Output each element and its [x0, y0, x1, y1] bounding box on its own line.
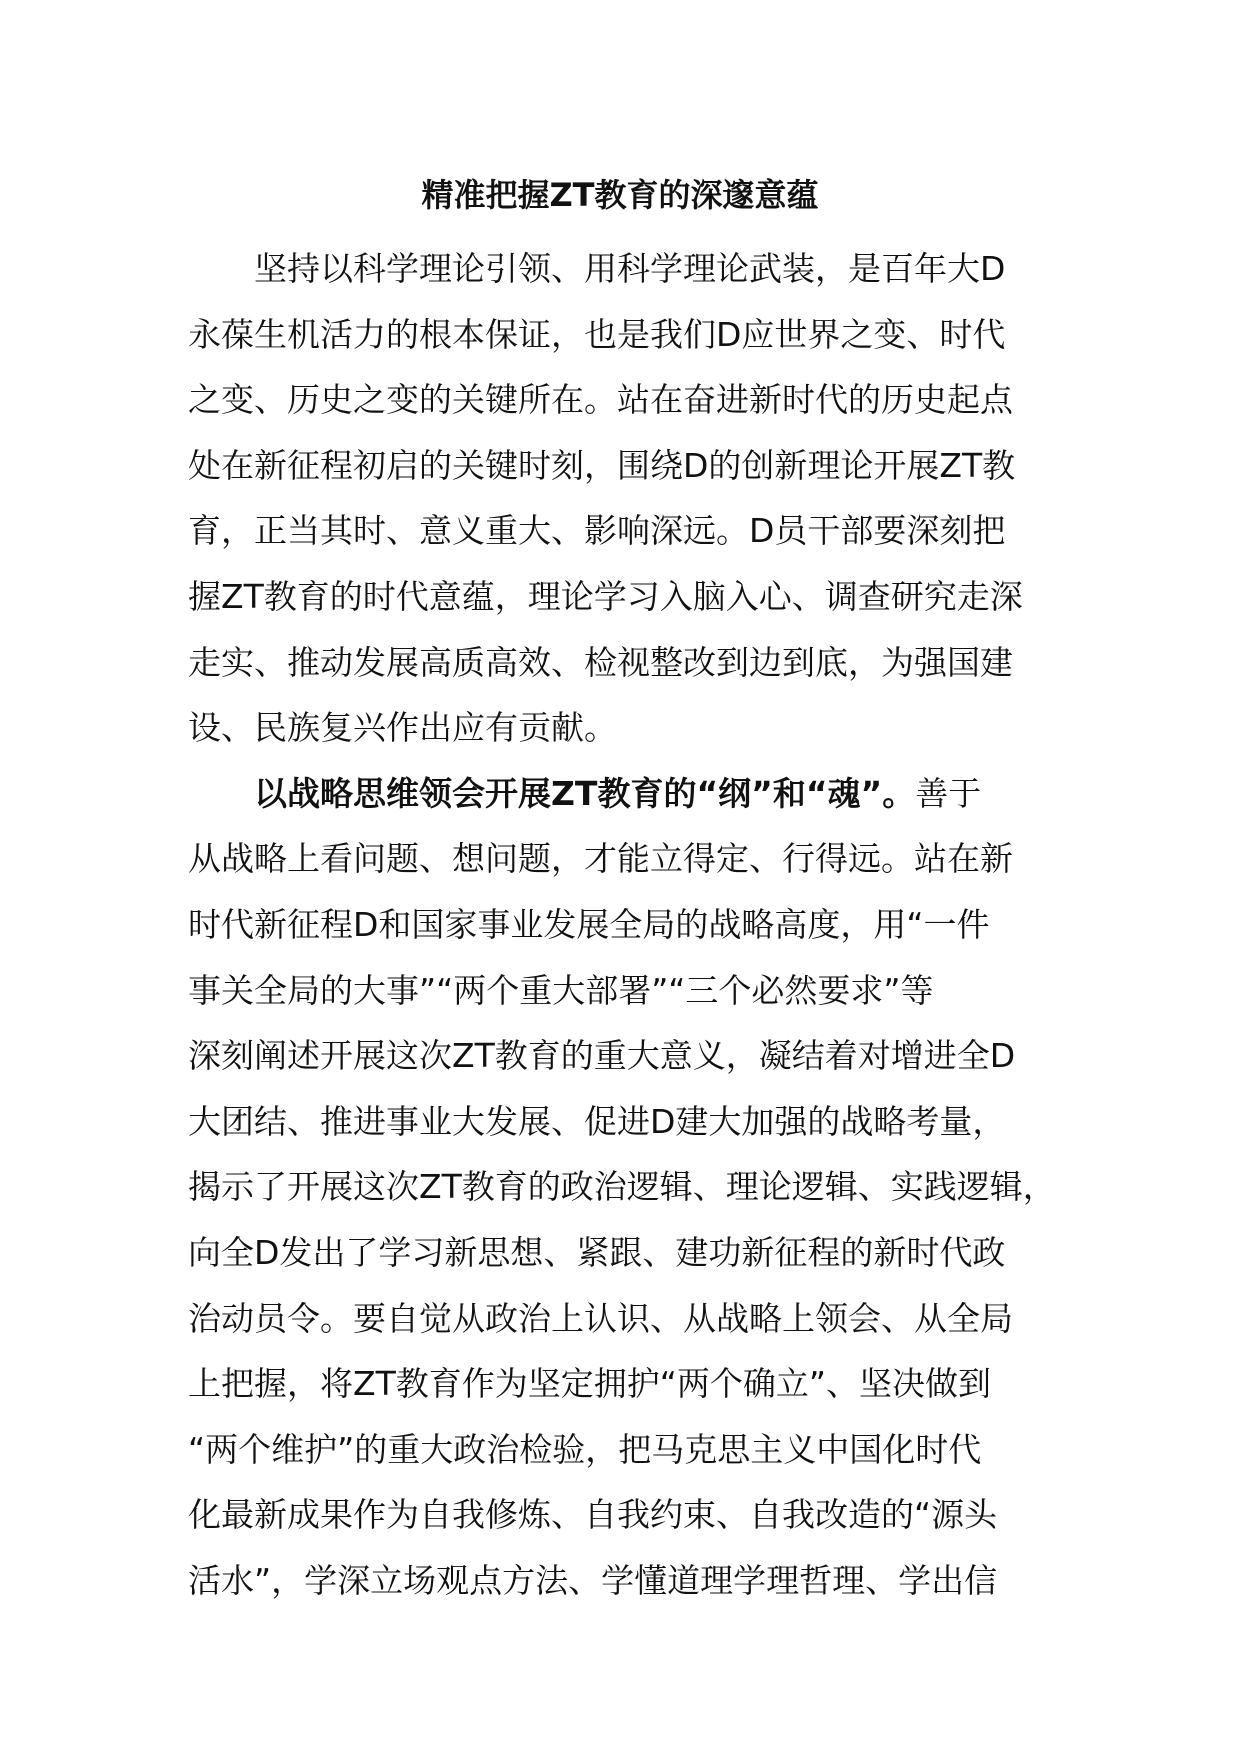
line-text: 之变、历史之变的关键所在。站在奋进新时代的历史起点	[188, 380, 1013, 420]
line-text: 握ZT教育的时代意蕴，理论学习入脑入心、调查研究走深	[188, 576, 1023, 616]
line-text: 深刻阐述开展这次ZT教育的重大意义，凝结着对增进全D	[188, 1036, 1016, 1076]
text-line	[188, 498, 1088, 564]
section-heading: 以战略思维领会开展ZT教育的“纲”和“魂”。	[254, 773, 916, 813]
text-line	[188, 826, 1088, 892]
text-line	[188, 1023, 1088, 1089]
line-text: 育，正当其时、意义重大、影响深远。D员干部要深刻把	[188, 511, 1006, 551]
line-text: 向全D发出了学习新思想、紧跟、建功新征程的新时代政	[188, 1232, 1006, 1272]
line-text: 治动员令。要自觉从政治上认识、从战略上领会、从全局	[188, 1298, 1013, 1338]
text-line	[188, 367, 1088, 433]
text-line	[188, 1482, 1088, 1548]
line-text: 化最新成果作为自我修炼、自我约束、自我改造的“源头	[188, 1495, 998, 1535]
document-body	[188, 236, 1088, 1613]
line-text: 永葆生机活力的根本保证，也是我们D应世界之变、时代	[188, 314, 1006, 354]
line-text: 时代新征程D和国家事业发展全局的战略高度，用“一件	[188, 904, 990, 944]
text-line	[188, 695, 1088, 761]
text-line	[188, 630, 1088, 696]
document-title: 精准把握ZT教育的深邃意蕴	[421, 176, 819, 214]
line-text: 设、民族复兴作出应有贡献。	[188, 708, 617, 748]
text-line	[188, 302, 1088, 368]
text-line	[188, 564, 1088, 630]
line-text: 走实、推动发展高质高效、检视整改到边到底，为强国建	[188, 642, 1013, 682]
line-text: 揭示了开展这次ZT教育的政治逻辑、理论逻辑、实践逻辑，	[188, 1167, 1056, 1207]
text-line	[188, 1154, 1088, 1220]
text-line	[188, 1548, 1088, 1614]
text-line	[188, 1286, 1088, 1352]
line-text: 善于	[915, 773, 982, 813]
text-line	[188, 1220, 1088, 1286]
text-line	[188, 1351, 1088, 1417]
line-text: 从战略上看问题、想问题，才能立得定、行得远。站在新	[188, 839, 1013, 879]
line-text: 上把握，将ZT教育作为坚定拥护“两个确立”、坚决做到	[188, 1364, 991, 1404]
text-line	[188, 1417, 1088, 1483]
text-line	[188, 892, 1088, 958]
text-line	[188, 761, 1088, 827]
line-text: 处在新征程初启的关键时刻，围绕D的创新理论开展ZT教	[188, 445, 1016, 485]
line-text: “两个维护”的重大政治检验，把马克思主义中国化时代	[188, 1429, 982, 1469]
line-text: 大团结、推进事业大发展、促进D建大加强的战略考量，	[188, 1101, 1006, 1141]
line-text: 活水”，学深立场观点方法、学懂道理学理哲理、学出信	[188, 1560, 998, 1600]
line-text: 事关全局的大事”“两个重大部署”“三个必然要求”等	[188, 970, 934, 1010]
text-line	[188, 236, 1088, 302]
text-line	[188, 433, 1088, 499]
text-line	[188, 1089, 1088, 1155]
text-line	[188, 958, 1088, 1024]
line-text: 坚持以科学理论引领、用科学理论武装，是百年大D	[254, 249, 1006, 288]
